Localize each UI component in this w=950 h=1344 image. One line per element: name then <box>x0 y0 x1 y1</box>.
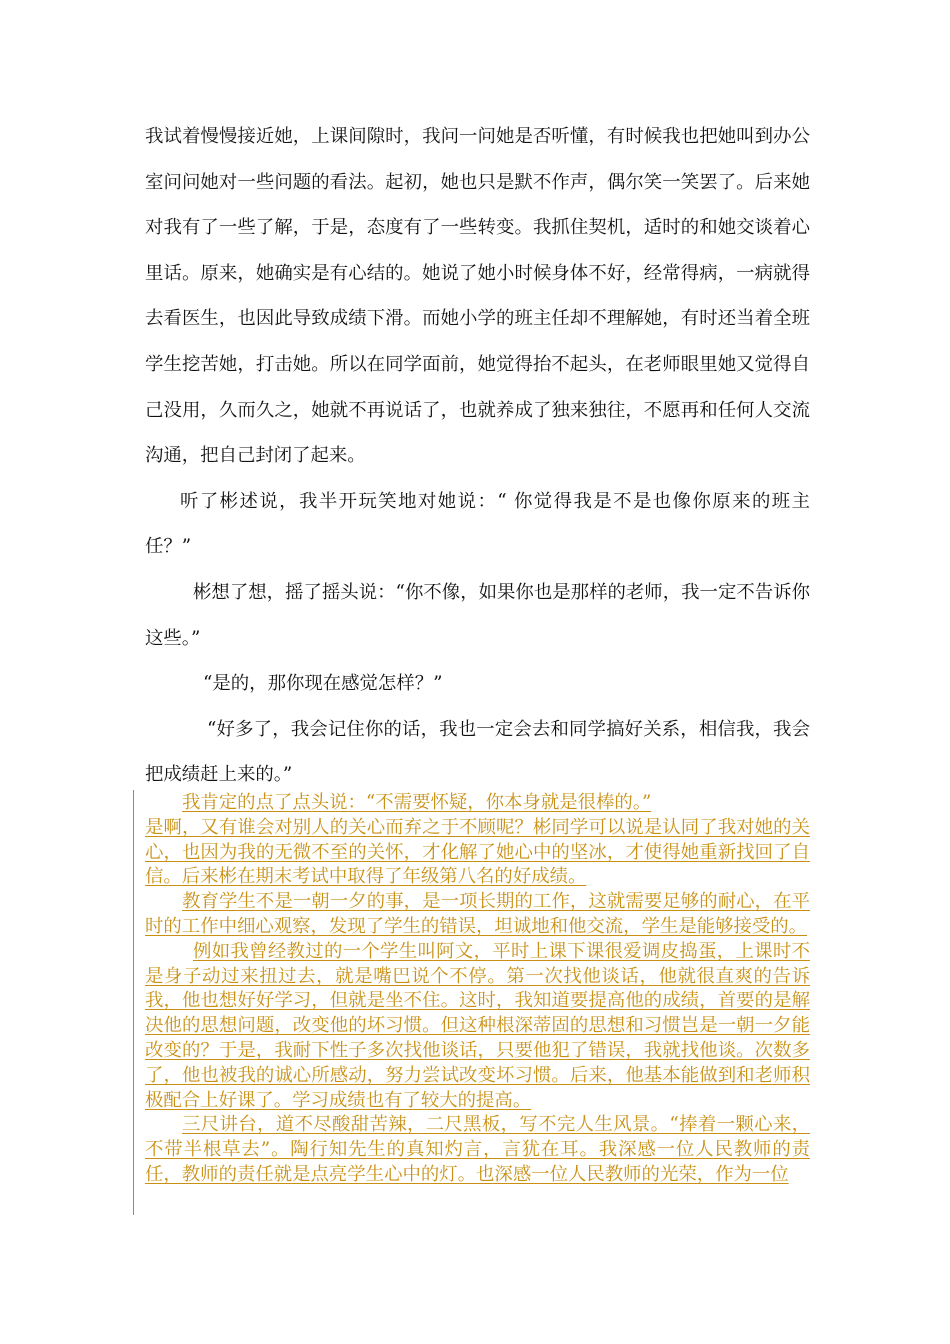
inserted-paragraph: 教育学生不是一朝一夕的事，是一项长期的工作，这就需要足够的耐心，在平时的工作中细心观察，发现了学生的错误，坦诚地和他交流，学生是能够接受的。 <box>145 891 810 937</box>
inserted-paragraph: 我肯定的点了点头说：“不需要怀疑，你本身就是很棒的。” <box>182 792 652 813</box>
paragraph: “好多了，我会记住你的话，我也一定会去和同学搞好关系，相信我，我会把成绩赶上来的。” <box>145 718 810 786</box>
inserted-text-block <box>145 791 810 1188</box>
body-text <box>145 114 810 798</box>
inserted-paragraph: 是啊，又有谁会对别人的关心而弃之于不顾呢？彬同学可以说是认同了我对她的关心，也因为我的无微不至的关怀，才化解了她心中的坚冰，才使得她重新找回了自信。后来彬在期末考试中取得了年级第八名的好成绩。 <box>145 816 810 888</box>
inserted-paragraph: 例如我曾经教过的一个学生叫阿文，平时上课下课很爱调皮捣蛋，上课时不是身子动过来扭过去，就是嘴巴说个不停。第一次找他谈话，他就很直爽的告诉我，他也想好好学习，但就是坐不住。这时，我知道要提高他的成绩，首要的是解决他的思想问题，改变他的坏习惯。但这种根深蒂固的思想和习惯岂是一朝一夕能改变的？于是，我耐下性子多次找他谈话，只要他犯了错误，我就找他谈。次数多了，他也被我的诚心所感动，努力尝试改变坏习惯。后来，他基本能做到和老师积极配合上好课了。学习成绩也有了较大的提高。 <box>145 940 810 1111</box>
paragraph: 听了彬述说，我半开玩笑地对她说：“ 你觉得我是不是也像你原来的班主任？” <box>145 490 810 558</box>
inserted-paragraph: 三尺讲台，道不尽酸甜苦辣，二尺黑板，写不完人生风景。“捧着一颗心来，不带半根草去”。陶行知先生的真知灼言，言犹在耳。我深感一位人民教师的责任，教师的责任就是点亮学生心中的灯。也深感一位人民教师的光荣，作为一位 <box>145 1114 810 1185</box>
revision-change-bar <box>133 790 134 1215</box>
paragraph: “是的，那你现在感觉怎样？” <box>203 673 443 695</box>
paragraph: 彬想了想，摇了摇头说：“你不像，如果你也是那样的老师，我一定不告诉你这些。” <box>145 581 810 649</box>
paragraph: 我试着慢慢接近她，上课间隙时，我问一问她是否听懂，有时候我也把她叫到办公室问问她对一些问题的看法。起初，她也只是默不作声，偶尔笑一笑罢了。后来她对我有了一些了解，于是，态度有了一些转变。我抓住契机，适时的和她交谈着心里话。原来，她确实是有心结的。她说了她小时候身体不好，经常得病，一病就得去看医生，也因此导致成绩下滑。而她小学的班主任却不理解她，有时还当着全班学生挖苦她，打击她。所以在同学面前，她觉得抬不起头，在老师眼里她又觉得自己没用，久而久之，她就不再说话了，也就养成了独来独往，不愿再和任何人交流沟通，把自己封闭了起来。 <box>145 126 810 467</box>
